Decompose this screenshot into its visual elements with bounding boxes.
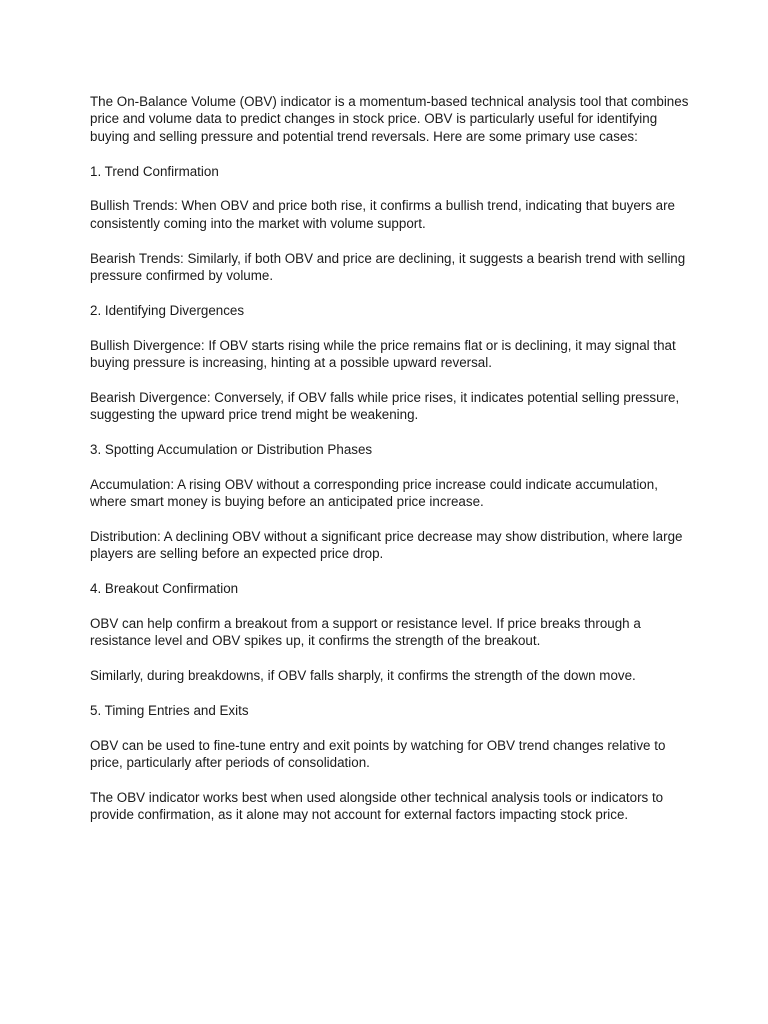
section-heading-timing-entries-exits: 5. Timing Entries and Exits [90,703,249,719]
intro-paragraph: The On-Balance Volume (OBV) indicator is a momentum-based technical analysis tool that combines price and volume data to predict changes in stock price. OBV is particularly useful for identifying buying and selling pressure and potential trend reversals. Here are some primary use cases: [90,94,689,144]
conclusion-paragraph: The OBV indicator works best when used alongside other technical analysis tools or indicators to provide confirmation, as it alone may not account for external factors impacting stock price. [90,790,664,823]
document-body [90,93,690,841]
accumulation-paragraph: Accumulation: A rising OBV without a corresponding price increase could indicate accumulation, where smart money is buying before an anticipated price increase. [90,476,658,510]
bullish-trends-paragraph: Bullish Trends: When OBV and price both rise, it confirms a bullish trend, indicating that buyers are consistently coming into the market with volume support. [90,198,676,231]
section-heading-accumulation-distribution: 3. Spotting Accumulation or Distribution Phases [90,442,373,458]
timing-paragraph: OBV can be used to fine-tune entry and exit points by watching for OBV trend changes relative to price, particularly after periods of consolidation. [90,737,666,771]
bullish-divergence-paragraph: Bullish Divergence: If OBV starts rising while the price remains flat or is declining, it may signal that buying pressure is increasing, hinting at a possible upward reversal. [90,337,676,371]
section-heading-breakout-confirmation: 4. Breakout Confirmation [90,581,239,597]
breakdown-paragraph: Similarly, during breakdowns, if OBV falls sharply, it confirms the strength of the down move. [90,668,636,684]
bearish-divergence-paragraph: Bearish Divergence: Conversely, if OBV falls while price rises, it indicates potential selling pressure, suggesting the upward price trend might be weakening. [90,389,680,423]
section-heading-identifying-divergences: 2. Identifying Divergences [90,302,245,318]
breakout-paragraph: OBV can help confirm a breakout from a support or resistance level. If price breaks through a resistance level and OBV spikes up, it confirms the strength of the breakout. [90,616,641,649]
bearish-trends-paragraph: Bearish Trends: Similarly, if both OBV and price are declining, it suggests a bearish trend with selling pressure confirmed by volume. [90,250,686,284]
section-heading-trend-confirmation: 1. Trend Confirmation [90,163,219,179]
distribution-paragraph: Distribution: A declining OBV without a significant price decrease may show distribution, where large players are selling before an expected price drop. [90,529,683,562]
